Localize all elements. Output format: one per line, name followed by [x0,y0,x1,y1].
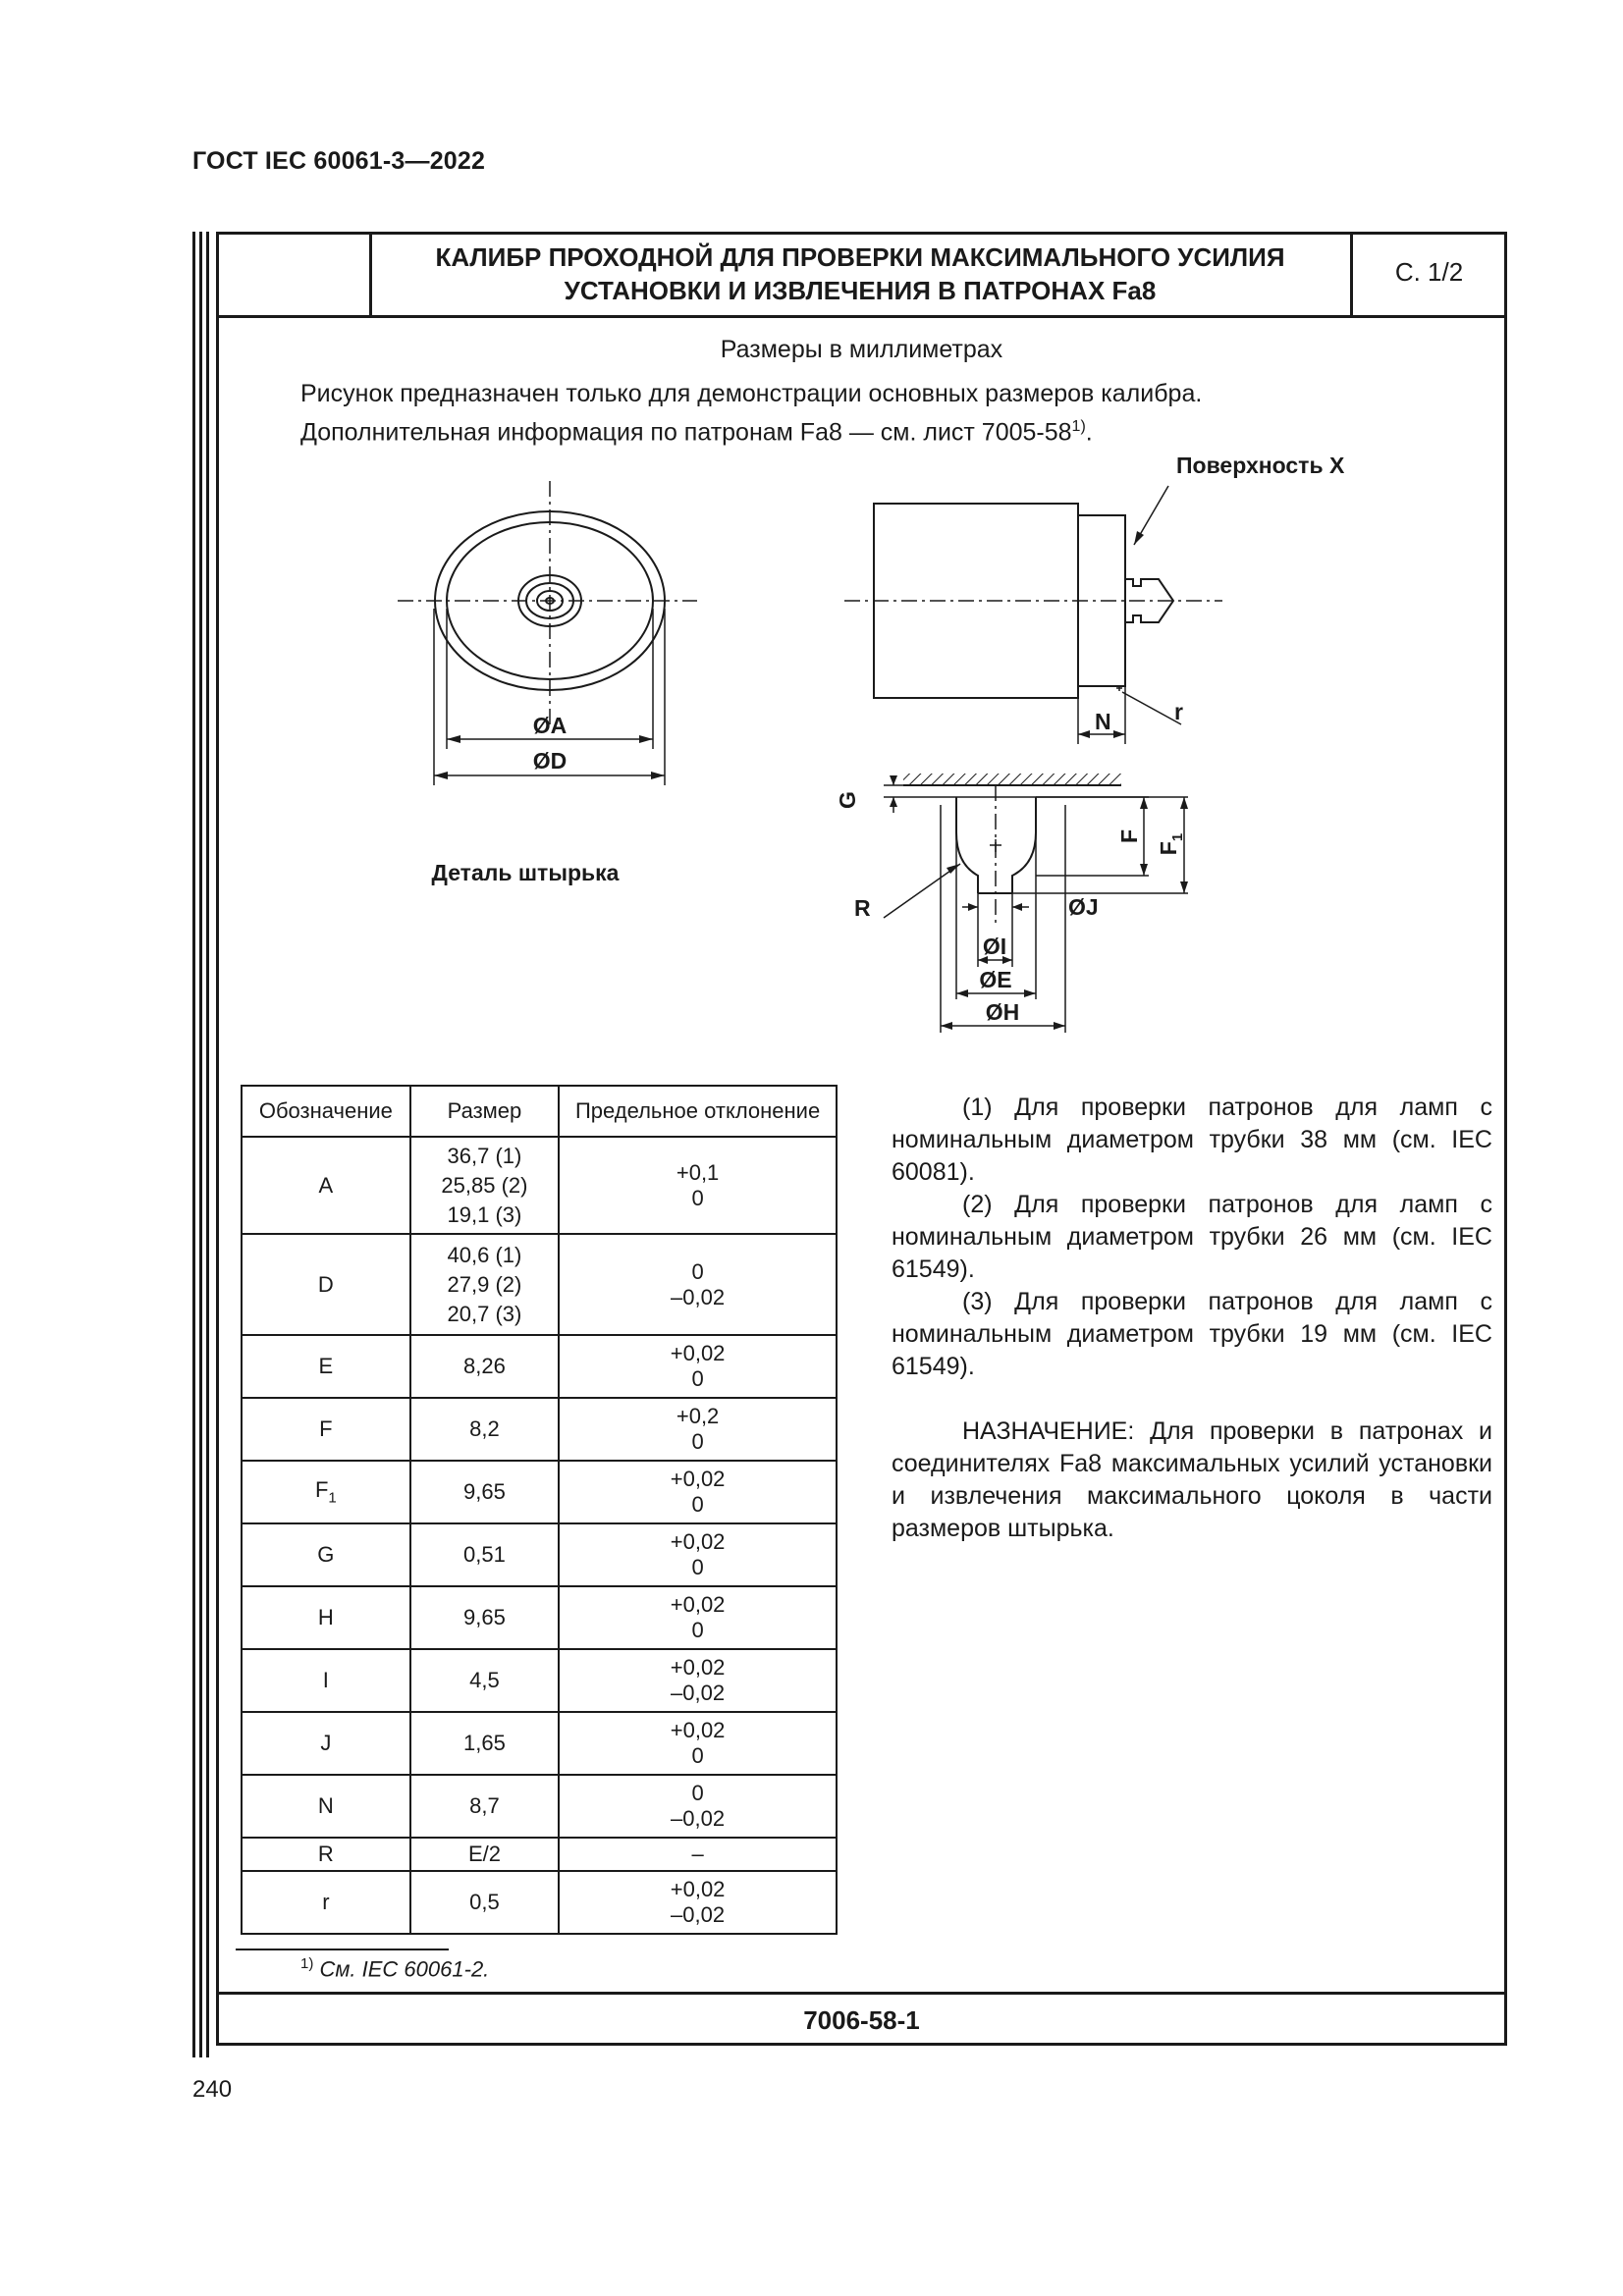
table-row [242,1838,837,1871]
sheet-title [373,240,1347,307]
table-row [242,1461,837,1523]
column-header: Предельное отклонение [559,1086,837,1137]
intro-line1: Рисунок предназначен только для демонстрации основных размеров калибра. [300,380,1203,407]
label-dia-h: ØH [985,999,1020,1025]
side-view [844,486,1222,744]
size-cell: E/2 [410,1838,559,1871]
tolerance-cell: 0 –0,02 [559,1775,837,1838]
margin-bar [192,232,195,2057]
label-dia-e: ØE [979,967,1012,992]
tolerance-cell: +0,02 0 [559,1335,837,1398]
tolerance-cell: +0,2 0 [559,1398,837,1461]
label-r-small: r [1174,699,1183,724]
symbol-cell: F [242,1398,410,1461]
label-g: G [835,791,860,809]
label-pin-detail: Деталь штырька [431,860,620,885]
symbol-cell: H [242,1586,410,1649]
symbol-cell: J [242,1712,410,1775]
symbol-cell: E [242,1335,410,1398]
note-1: (1) Для проверки патронов для ламп с номинальным диаметром трубки 38 мм (см. IEC 60081). [892,1094,1492,1186]
footnote-rule [236,1949,449,1950]
label-dia-a: ØA [532,713,568,738]
symbol-cell: D [242,1234,410,1335]
title-divider [369,232,372,318]
size-cell: 8,26 [410,1335,559,1398]
table-row [242,1523,837,1586]
tolerance-cell: +0,02 0 [559,1461,837,1523]
note-3: (3) Для проверки патронов для ламп с номинальным диаметром трубки 19 мм (см. IEC 61549). [892,1288,1492,1380]
purpose-note: НАЗНАЧЕНИЕ: Для проверки в патронах и соединителях Fa8 максимальных усилий установки и извлечения максимального цоколя в части размеров штырька. [892,1417,1492,1542]
tolerance-cell: +0,02 0 [559,1712,837,1775]
size-cell: 36,7 (1) 25,85 (2) 19,1 (3) [410,1137,559,1234]
label-n: N [1095,709,1111,734]
label-r: R [854,895,871,921]
symbol-cell: I [242,1649,410,1712]
symbol-cell: $F_1$ [242,1461,410,1523]
table-row [242,1871,837,1934]
size-cell: 4,5 [410,1649,559,1712]
label-dia-j: ØJ [1068,894,1099,920]
table-row [242,1649,837,1712]
size-cell: 8,7 [410,1775,559,1838]
margin-bar [206,232,209,2057]
tolerance-cell: +0,02 –0,02 [559,1871,837,1934]
symbol-cell: A [242,1137,410,1234]
size-cell: 9,65 [410,1586,559,1649]
table-row [242,1234,837,1335]
size-cell: 0,51 [410,1523,559,1586]
tolerance-cell: +0,1 0 [559,1137,837,1234]
notes-block [892,1092,1492,1545]
margin-bar [199,232,202,2057]
size-cell: 9,65 [410,1461,559,1523]
standard-header: ГОСТ IEC 60061-3—2022 [192,147,486,175]
pin-detail [884,774,1188,1033]
size-cell: 8,2 [410,1398,559,1461]
table-row [242,1398,837,1461]
label-dia-d: ØD [532,748,568,774]
table-row [242,1775,837,1838]
tolerance-cell: 0 –0,02 [559,1234,837,1335]
symbol-cell: R [242,1838,410,1871]
table-row [242,1586,837,1649]
symbol-cell: N [242,1775,410,1838]
note-2: (2) Для проверки патронов для ламп с номинальным диаметром трубки 26 мм (см. IEC 61549). [892,1191,1492,1283]
sheet-title-line1: КАЛИБР ПРОХОДНОЙ ДЛЯ ПРОВЕРКИ МАКСИМАЛЬНОГО УСИЛИЯ [435,242,1285,272]
label-surface-x: Поверхность X [1176,453,1345,478]
tolerance-cell: +0,02 0 [559,1586,837,1649]
title-rule [216,315,1507,318]
tolerance-cell: +0,02 0 [559,1523,837,1586]
dimensions-table [241,1085,838,1935]
intro-line2: Дополнительная информация по патронам Fa8 — см. лист 7005-58$^{1)}$. [300,418,1093,447]
table-header-row [242,1086,837,1137]
label-dia-i: ØI [982,934,1007,959]
gauge-drawing [373,432,1345,1060]
sheet-code-rule [216,1992,1507,1995]
table-row [242,1712,837,1775]
size-cell: 40,6 (1) 27,9 (2) 20,7 (3) [410,1234,559,1335]
size-cell: 0,5 [410,1871,559,1934]
symbol-cell: G [242,1523,410,1586]
sheet-number: С. 1/2 [1394,257,1464,287]
sheet-code: 7006-58-1 [803,2005,920,2035]
front-view [398,481,697,785]
sheet-title-line2: УСТАНОВКИ И ИЗВЛЕЧЕНИЯ В ПАТРОНАХ Fa8 [564,276,1157,305]
tolerance-cell: +0,02 –0,02 [559,1649,837,1712]
table-body [242,1137,837,1934]
units-note: Размеры в миллиметрах [720,336,1003,363]
label-f1: $F_1$ [1156,832,1186,856]
column-header: Обозначение [242,1086,410,1137]
label-f: F [1116,828,1142,844]
table-row [242,1137,837,1234]
footnote: $^{1)}$ См. IEC 60061-2. [300,1955,490,1982]
size-cell: 1,65 [410,1712,559,1775]
page-number: 240 [192,2076,233,2103]
column-header: Размер [410,1086,559,1137]
tolerance-cell: – [559,1838,837,1871]
symbol-cell: r [242,1871,410,1934]
table-row [242,1335,837,1398]
